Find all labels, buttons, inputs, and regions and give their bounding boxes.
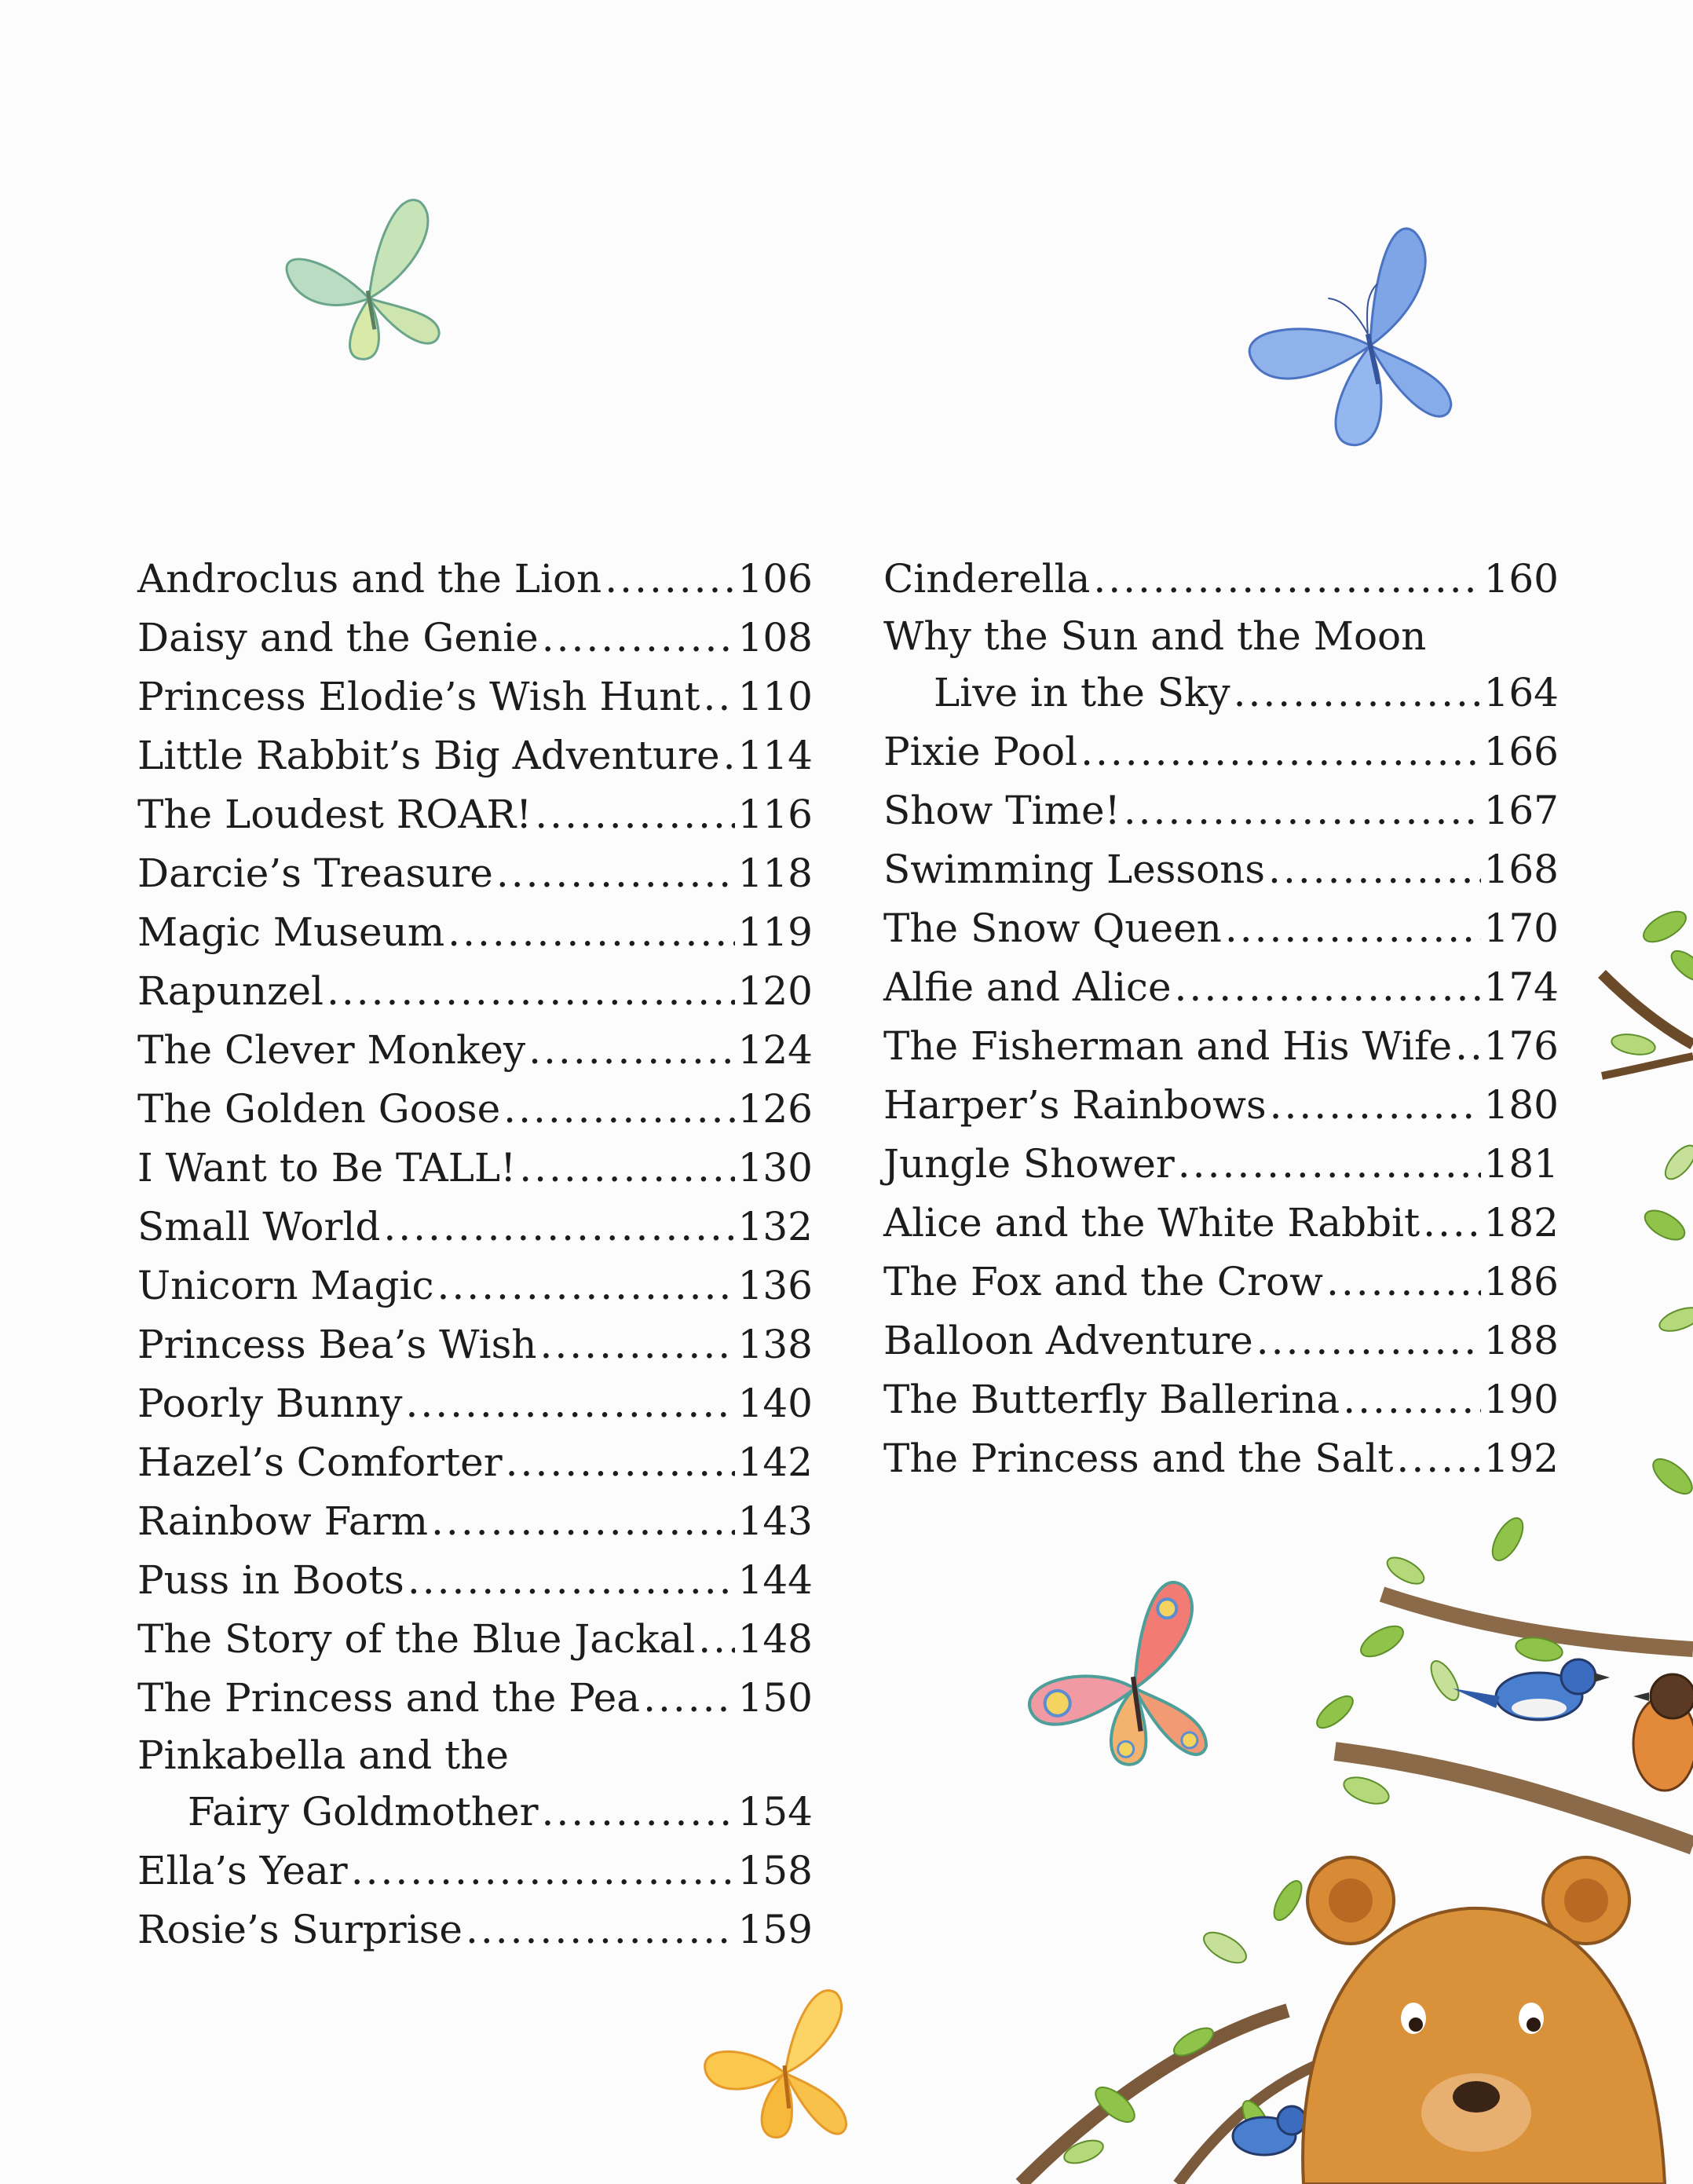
toc-left-column (137, 550, 813, 1959)
toc-entry-title: Small World (137, 1204, 381, 1249)
toc-entry-page: 120 (737, 968, 813, 1014)
toc-entry-page: 126 (737, 1086, 813, 1132)
toc-entry-page: 174 (1483, 964, 1559, 1010)
leader-dots (643, 1669, 734, 1728)
toc-entry[interactable] (137, 1783, 813, 1842)
leader-dots (535, 785, 734, 844)
toc-entry-title: Magic Museum (137, 909, 445, 955)
toc-entry[interactable] (883, 723, 1559, 781)
leader-dots (1268, 840, 1481, 899)
toc-entry[interactable] (137, 726, 813, 785)
toc-entry-page: 124 (737, 1027, 813, 1073)
toc-entry-page: 142 (737, 1440, 813, 1485)
toc-entry-title: Little Rabbit’s Big Adventure (137, 733, 720, 778)
leader-dots (496, 844, 735, 903)
toc-entry-page: 186 (1483, 1259, 1559, 1304)
toc-entry-title: Poorly Bunny (137, 1381, 403, 1426)
toc-entry-title: Rosie’s Surprise (137, 1907, 463, 1952)
toc-entry[interactable] (137, 1139, 813, 1198)
toc-entry[interactable] (883, 1370, 1559, 1429)
toc-entry[interactable] (883, 1311, 1559, 1370)
toc-entry-page: 136 (737, 1263, 813, 1308)
toc-entry[interactable] (883, 550, 1559, 609)
toc-entry-title: Pixie Pool (883, 729, 1078, 774)
toc-entry-title: The Golden Goose (137, 1086, 501, 1132)
toc-entry-page: 168 (1483, 847, 1559, 892)
toc-entry-title: Rainbow Farm (137, 1498, 429, 1544)
toc-entry-page: 176 (1483, 1023, 1559, 1069)
toc-entry-title: The Clever Monkey (137, 1027, 526, 1073)
toc-entry[interactable] (137, 903, 813, 962)
toc-entry-title: Cinderella (883, 556, 1091, 602)
leader-dots (542, 609, 735, 668)
toc-entry-title: Pinkabella and the (137, 1732, 510, 1778)
toc-entry-page: 138 (737, 1322, 813, 1367)
toc-entry[interactable] (883, 1017, 1559, 1076)
leader-dots (448, 903, 734, 962)
toc-entry[interactable] (137, 962, 813, 1021)
toc-entry-page: 108 (737, 615, 813, 660)
pink-butterfly-illustration (1015, 1580, 1213, 1777)
yellow-butterfly-illustration (698, 1989, 854, 2147)
toc-entry[interactable] (137, 1021, 813, 1080)
toc-entry-page: 114 (737, 733, 813, 778)
toc-entry-page: 190 (1483, 1377, 1559, 1422)
toc-entry[interactable] (137, 1315, 813, 1374)
toc-entry-page: 164 (1483, 670, 1559, 715)
toc-entry-title: Rapunzel (137, 968, 324, 1014)
toc-entry[interactable] (883, 840, 1559, 899)
leader-dots (431, 1492, 735, 1551)
toc-entry-title: Unicorn Magic (137, 1263, 434, 1308)
toc-entry[interactable] (883, 781, 1559, 840)
toc-entry-title: Alice and the White Rabbit (883, 1200, 1421, 1246)
toc-entry[interactable] (137, 1669, 813, 1728)
toc-entry-page: 144 (737, 1557, 813, 1603)
leader-dots (1256, 1311, 1481, 1370)
toc-entry-page: 118 (737, 851, 813, 896)
leader-dots (1326, 1253, 1481, 1311)
toc-entry[interactable] (137, 609, 813, 668)
toc-entry-title: The Princess and the Salt (883, 1436, 1394, 1481)
toc-entry-page: 159 (737, 1907, 813, 1952)
leader-dots (605, 550, 734, 609)
toc-entry[interactable] (883, 1135, 1559, 1194)
toc-entry-page: 150 (737, 1675, 813, 1721)
leader-dots (408, 1551, 735, 1610)
toc-entry-page: 166 (1483, 729, 1559, 774)
toc-entry-title: The Princess and the Pea (137, 1675, 641, 1721)
leader-dots (519, 1139, 734, 1198)
toc-entry-title-continued: Live in the Sky (934, 670, 1230, 715)
leader-dots (1455, 1017, 1481, 1076)
toc-entry[interactable] (137, 785, 813, 844)
toc-entry[interactable] (137, 1257, 813, 1315)
toc-entry-title-continued: Fairy Goldmother (188, 1789, 539, 1835)
leader-dots (528, 1021, 734, 1080)
toc-entry-page: 143 (737, 1498, 813, 1544)
toc-entry-page: 167 (1483, 788, 1559, 833)
toc-entry-title: The Story of the Blue Jackal (137, 1616, 696, 1662)
leader-dots (1234, 664, 1481, 723)
toc-entry-title: Harper’s Rainbows (883, 1082, 1267, 1128)
toc-entry[interactable] (137, 1492, 813, 1551)
toc-entry[interactable] (883, 899, 1559, 958)
toc-entry-title: Why the Sun and the Moon (883, 613, 1427, 659)
toc-entry-title: I Want to Be TALL! (137, 1145, 517, 1191)
leader-dots (1225, 899, 1481, 958)
toc-entry-title: Hazel’s Comforter (137, 1440, 503, 1485)
toc-entry-first-line[interactable] (137, 1728, 813, 1783)
toc-entry[interactable] (137, 550, 813, 609)
leader-dots (1270, 1076, 1481, 1135)
leader-dots (1175, 958, 1481, 1017)
leader-dots (704, 668, 735, 726)
toc-entry-title: Ella’s Year (137, 1848, 348, 1893)
toc-right-column (883, 550, 1559, 1488)
toc-entry-page: 181 (1483, 1141, 1559, 1187)
toc-entry-page: 158 (737, 1848, 813, 1893)
toc-entry-title: The Butterfly Ballerina (883, 1377, 1340, 1422)
leader-dots (1343, 1370, 1480, 1429)
leader-dots (383, 1198, 734, 1257)
toc-entry-page: 192 (1483, 1436, 1559, 1481)
leader-dots (437, 1257, 734, 1315)
leader-dots (506, 1433, 735, 1492)
toc-entry-page: 160 (1483, 556, 1559, 602)
toc-entry[interactable] (137, 1610, 813, 1669)
toc-entry[interactable] (883, 1429, 1559, 1488)
toc-entry-title: Androclus and the Lion (137, 556, 602, 602)
leader-dots (405, 1374, 734, 1433)
toc-entry-title: Alfie and Alice (883, 964, 1172, 1010)
toc-entry-page: 182 (1483, 1200, 1559, 1246)
leader-dots (1178, 1135, 1481, 1194)
leader-dots (327, 962, 735, 1021)
leader-dots (1423, 1194, 1480, 1253)
toc-entry[interactable] (137, 844, 813, 903)
toc-entry-title: The Fisherman and His Wife (883, 1023, 1453, 1069)
toc-entry-page: 180 (1483, 1082, 1559, 1128)
toc-entry-title: Princess Elodie’s Wish Hunt (137, 674, 700, 719)
toc-entry-page: 154 (737, 1789, 813, 1835)
blue-jay-bird-illustration (1453, 1659, 1610, 1720)
leader-dots (466, 1900, 735, 1959)
toc-entry-page: 132 (737, 1204, 813, 1249)
leader-dots (1081, 723, 1480, 781)
leader-dots (698, 1610, 734, 1669)
toc-entry-page: 110 (737, 674, 813, 719)
leader-dots (1093, 550, 1480, 609)
toc-entry[interactable] (137, 1842, 813, 1900)
toc-entry-title: Daisy and the Genie (137, 615, 539, 660)
leader-dots (541, 1783, 734, 1842)
toc-entry-title: Jungle Shower (883, 1141, 1175, 1187)
toc-entry-title: Puss in Boots (137, 1557, 404, 1603)
leader-dots (723, 726, 735, 785)
leader-dots (540, 1315, 735, 1374)
bear-illustration (1303, 1857, 1665, 2184)
toc-entry-title: Balloon Adventure (883, 1318, 1253, 1363)
robin-bird-illustration (1633, 1674, 1693, 1791)
toc-entry-title: Swimming Lessons (883, 847, 1266, 892)
toc-entry[interactable] (883, 1253, 1559, 1311)
toc-entry-page: 140 (737, 1381, 813, 1426)
toc-entry-page: 130 (737, 1145, 813, 1191)
toc-entry[interactable] (883, 1194, 1559, 1253)
green-butterfly-illustration (279, 198, 451, 370)
toc-entry[interactable] (137, 1551, 813, 1610)
toc-entry-title: The Snow Queen (883, 905, 1222, 951)
leader-dots (351, 1842, 735, 1900)
toc-entry[interactable] (137, 1900, 813, 1959)
toc-entry-page: 170 (1483, 905, 1559, 951)
toc-entry[interactable] (883, 1076, 1559, 1135)
toc-entry-title: The Loudest ROAR! (137, 792, 532, 837)
toc-entry-page: 116 (737, 792, 813, 837)
toc-entry-title: Princess Bea’s Wish (137, 1322, 537, 1367)
toc-entry-page: 148 (737, 1616, 813, 1662)
toc-entry-first-line[interactable] (883, 609, 1559, 664)
blue-butterfly-illustration (1231, 225, 1461, 463)
toc-entry[interactable] (137, 1198, 813, 1257)
leader-dots (1396, 1429, 1480, 1488)
toc-entry-page: 106 (737, 556, 813, 602)
toc-entry[interactable] (137, 668, 813, 726)
toc-entry[interactable] (137, 1374, 813, 1433)
leader-dots (503, 1080, 734, 1139)
toc-entry-title: Show Time! (883, 788, 1121, 833)
toc-entry-page: 119 (737, 909, 813, 955)
toc-entry-page: 188 (1483, 1318, 1559, 1363)
leader-dots (1124, 781, 1481, 840)
toc-entry-title: The Fox and the Crow (883, 1259, 1323, 1304)
toc-entry[interactable] (883, 664, 1559, 723)
toc-entry[interactable] (137, 1433, 813, 1492)
toc-entry-title: Darcie’s Treasure (137, 851, 493, 896)
toc-entry[interactable] (137, 1080, 813, 1139)
toc-entry[interactable] (883, 958, 1559, 1017)
